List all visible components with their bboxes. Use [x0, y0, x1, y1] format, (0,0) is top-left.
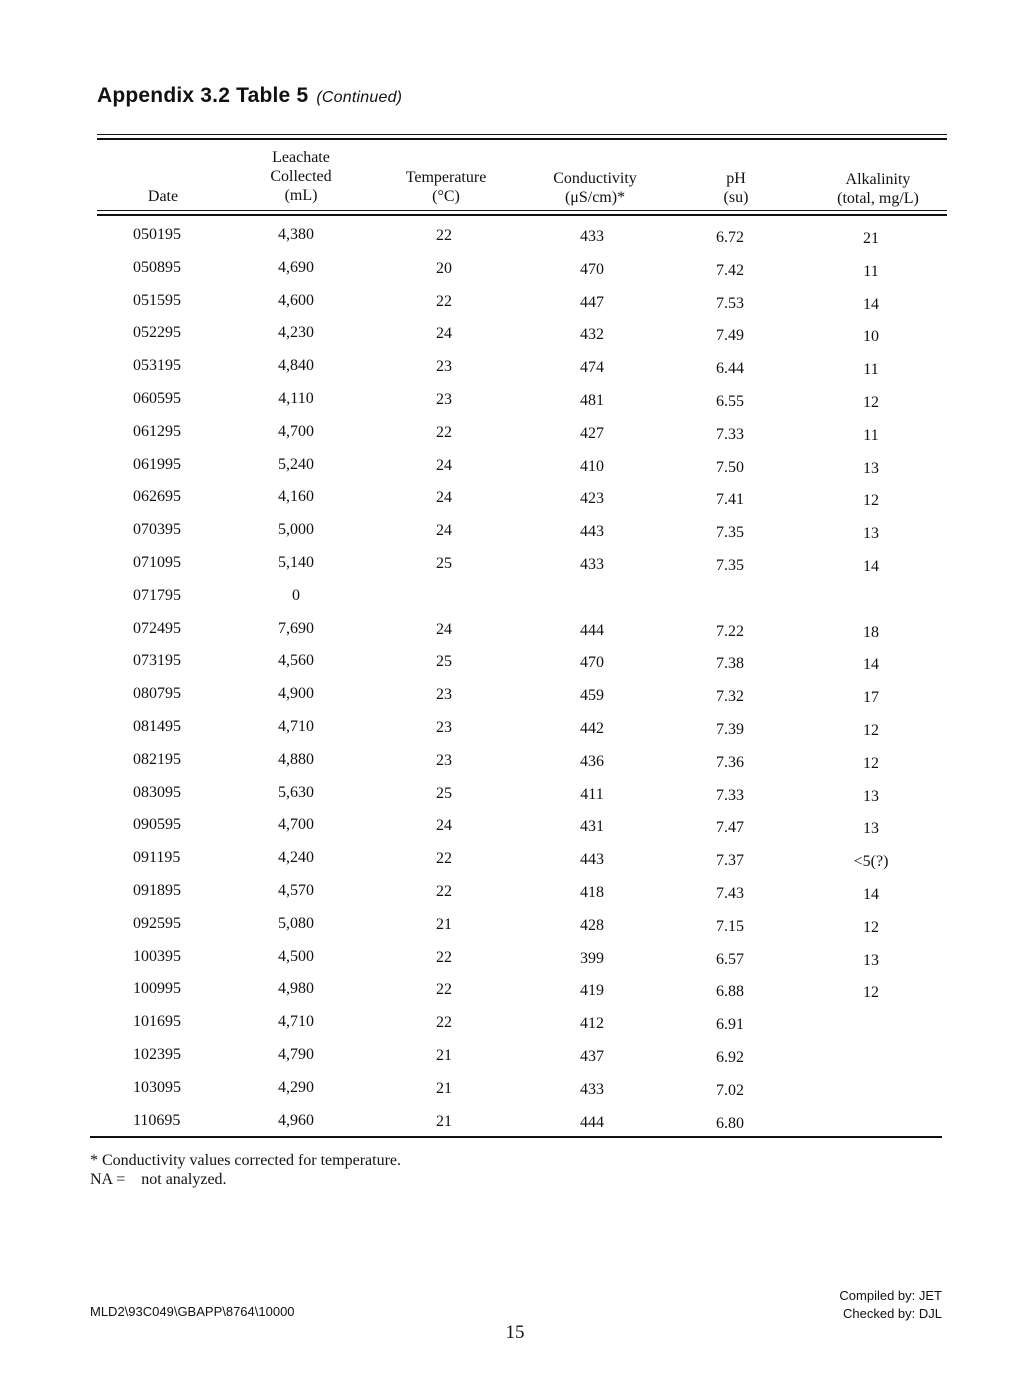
cell-alkalinity: 10: [863, 328, 879, 346]
cell-conductivity: 433: [580, 556, 604, 573]
cell-date: 060595: [133, 390, 181, 407]
cell-ph: 6.80: [716, 1114, 744, 1132]
cell-date: 053195: [133, 357, 181, 375]
cell-date: 083095: [133, 783, 181, 801]
cell-alkalinity: 14: [863, 886, 879, 903]
cell-date: 051595: [133, 291, 181, 309]
cell-alkalinity: 13: [863, 459, 879, 477]
cell-date: 052295: [133, 324, 181, 342]
cell-conductivity: 427: [580, 424, 604, 442]
checked-by: Checked by: DJL: [843, 1306, 942, 1321]
top-rule-thick: [97, 138, 947, 140]
cell-alkalinity: 12: [863, 918, 879, 936]
cell-alkalinity: 13: [863, 820, 879, 838]
cell-leachate: 4,690: [278, 258, 314, 276]
cell-ph: 7.38: [716, 655, 744, 673]
cell-leachate: 4,960: [278, 1111, 314, 1129]
cell-date: 070395: [133, 521, 181, 539]
cell-temperature: 22: [436, 1014, 452, 1032]
cell-conductivity: 470: [580, 260, 604, 278]
cell-temperature: 24: [436, 325, 452, 343]
cell-temperature: 22: [436, 423, 452, 441]
cell-temperature: 22: [436, 227, 452, 244]
header-conductivity-line1: Conductivity: [553, 170, 637, 187]
cell-alkalinity: <5(?): [853, 853, 889, 871]
cell-leachate: 5,080: [278, 914, 314, 932]
cell-date: 073195: [133, 652, 181, 670]
header-alkalinity-line2: (total, mg/L): [837, 190, 919, 207]
cell-temperature: 25: [436, 653, 452, 671]
cell-conductivity: 433: [580, 1080, 604, 1098]
cell-temperature: 23: [436, 686, 452, 704]
bottom-rule: [90, 1136, 942, 1138]
cell-alkalinity: 12: [863, 984, 879, 1002]
cell-date: 091195: [133, 849, 181, 867]
cell-conductivity: 437: [580, 1048, 604, 1065]
top-rule-thin: [97, 134, 947, 135]
title-suffix: (Continued): [316, 89, 403, 106]
cell-ph: 7.33: [716, 786, 744, 804]
header-temperature-line2: (°C): [432, 188, 460, 205]
cell-leachate: 4,700: [278, 422, 314, 440]
cell-conductivity: 418: [580, 884, 604, 901]
cell-temperature: 24: [436, 522, 452, 540]
footnote-conductivity: * Conductivity values corrected for temperature.: [90, 1152, 401, 1169]
cell-alkalinity: 21: [863, 230, 879, 247]
cell-alkalinity: 12: [863, 394, 879, 411]
cell-leachate: 4,240: [278, 849, 314, 867]
cell-conductivity: 470: [580, 654, 604, 672]
cell-conductivity: 432: [580, 326, 604, 344]
cell-temperature: 23: [436, 751, 452, 769]
header-date-line: Date: [147, 188, 179, 205]
cell-conductivity: 447: [580, 293, 604, 311]
cell-leachate: 4,160: [278, 488, 314, 506]
cell-leachate: 4,290: [278, 1078, 314, 1096]
cell-ph: 7.49: [716, 327, 744, 345]
cell-ph: 7.37: [716, 852, 744, 870]
cell-leachate: 5,240: [278, 455, 314, 473]
cell-ph: 6.44: [716, 360, 744, 378]
header-conductivity-line2: (μS/cm)*: [564, 189, 626, 206]
cell-leachate: 4,900: [278, 685, 314, 703]
cell-temperature: 22: [436, 981, 452, 999]
cell-alkalinity: 12: [863, 492, 879, 510]
cell-temperature: 25: [436, 555, 452, 572]
cell-leachate: 4,880: [278, 750, 314, 768]
cell-temperature: 21: [436, 915, 452, 933]
cell-date: 062695: [133, 488, 181, 506]
cell-conductivity: 481: [580, 392, 604, 409]
cell-leachate: 4,840: [278, 357, 314, 375]
cell-temperature: 22: [436, 883, 452, 900]
header-leachate: [246, 148, 356, 205]
cell-leachate: 4,710: [278, 718, 314, 735]
cell-temperature: 23: [436, 719, 452, 736]
cell-ph: 6.72: [716, 229, 744, 246]
cell-date: 082195: [133, 750, 181, 768]
cell-conductivity: 419: [580, 982, 604, 1000]
cell-conductivity: 433: [580, 228, 604, 245]
cell-conductivity: 443: [580, 851, 604, 869]
cell-conductivity: 442: [580, 720, 604, 737]
cell-ph: 7.41: [716, 491, 744, 509]
cell-date: 050895: [133, 258, 181, 276]
cell-date: 100395: [133, 947, 181, 965]
cell-conductivity: 399: [580, 949, 604, 967]
footnote-na: NA = not analyzed.: [90, 1171, 227, 1188]
cell-date: 061295: [133, 422, 181, 440]
cell-temperature: 22: [436, 850, 452, 868]
cell-ph: 7.50: [716, 458, 744, 476]
header-temperature-line1: Temperature: [405, 169, 487, 186]
cell-leachate: 4,230: [278, 324, 314, 342]
header-rule-thin: [97, 210, 947, 211]
cell-alkalinity: 11: [863, 262, 879, 280]
cell-leachate: 5,140: [278, 554, 314, 571]
cell-conductivity: 412: [580, 1015, 604, 1033]
header-ph: [696, 169, 776, 207]
header-alkalinity: [818, 170, 938, 208]
cell-temperature: 21: [436, 1112, 452, 1130]
cell-temperature: 23: [436, 358, 452, 376]
cell-leachate: 4,380: [278, 226, 314, 243]
cell-date: 072495: [133, 619, 181, 637]
header-leachate-line2: Collected: [270, 168, 332, 185]
title-text: Appendix 3.2 Table 5: [97, 84, 309, 107]
cell-ph: 7.32: [716, 688, 744, 706]
cell-leachate: 5,630: [278, 783, 314, 801]
cell-conductivity: 431: [580, 818, 604, 836]
cell-temperature: 24: [436, 817, 452, 835]
cell-alkalinity: 14: [863, 656, 879, 674]
header-alkalinity-line1: Alkalinity: [845, 171, 911, 188]
cell-ph: 7.42: [716, 261, 744, 279]
cell-leachate: 4,570: [278, 882, 314, 899]
cell-ph: 7.35: [716, 524, 744, 542]
cell-date: 103095: [133, 1078, 181, 1096]
cell-ph: 7.33: [716, 425, 744, 443]
cell-date: 081495: [133, 718, 181, 735]
cell-leachate: 4,980: [278, 980, 314, 998]
cell-temperature: 21: [436, 1079, 452, 1097]
header-ph-line1: pH: [726, 170, 746, 187]
cell-temperature: 23: [436, 391, 452, 408]
cell-alkalinity: 13: [863, 951, 879, 969]
cell-ph: 6.57: [716, 950, 744, 968]
cell-date: 110695: [133, 1111, 181, 1129]
cell-alkalinity: 11: [863, 426, 879, 444]
cell-date: 090595: [133, 816, 181, 834]
cell-temperature: 21: [436, 1047, 452, 1064]
cell-ph: 6.91: [716, 1016, 744, 1034]
cell-date: 091895: [133, 882, 181, 899]
cell-conductivity: 423: [580, 490, 604, 508]
cell-date: 071095: [133, 554, 181, 571]
cell-date: 101695: [133, 1013, 181, 1031]
cell-date: 061995: [133, 455, 181, 473]
cell-ph: 7.43: [716, 885, 744, 902]
cell-ph: 7.02: [716, 1081, 744, 1099]
cell-conductivity: 411: [580, 785, 604, 803]
header-leachate-line3: (mL): [284, 187, 318, 204]
cell-leachate: 7,690: [278, 619, 314, 637]
cell-temperature: 24: [436, 620, 452, 638]
cell-date: 071795: [133, 586, 181, 604]
cell-alkalinity: 14: [863, 295, 879, 313]
header-date: [125, 187, 201, 206]
cell-leachate: 4,700: [278, 816, 314, 834]
cell-temperature: 24: [436, 456, 452, 474]
compiled-by: Compiled by: JET: [839, 1288, 942, 1303]
cell-ph: 6.55: [716, 393, 744, 410]
cell-conductivity: 444: [580, 621, 604, 639]
cell-alkalinity: 17: [863, 689, 879, 707]
cell-conductivity: 428: [580, 916, 604, 934]
header-temperature: [386, 168, 506, 206]
page-number: 15: [505, 1322, 525, 1343]
cell-leachate: 5,000: [278, 521, 314, 539]
cell-temperature: 22: [436, 948, 452, 966]
cell-ph: 6.92: [716, 1049, 744, 1066]
cell-alkalinity: 12: [863, 722, 879, 739]
cell-date: 080795: [133, 685, 181, 703]
cell-leachate: 4,110: [278, 390, 314, 407]
cell-ph: 6.88: [716, 983, 744, 1001]
cell-conductivity: 474: [580, 359, 604, 377]
header-rule-thick: [97, 214, 947, 216]
cell-alkalinity: 13: [863, 787, 879, 805]
cell-date: 092595: [133, 914, 181, 932]
document-file-id: MLD2\93C049\GBAPP\8764\10000: [90, 1304, 295, 1319]
cell-conductivity: 444: [580, 1113, 604, 1131]
cell-temperature: 20: [436, 259, 452, 277]
cell-temperature: 22: [436, 292, 452, 310]
cell-conductivity: 436: [580, 752, 604, 770]
cell-alkalinity: 11: [863, 361, 879, 379]
cell-alkalinity: 18: [863, 623, 879, 641]
cell-conductivity: 443: [580, 523, 604, 541]
cell-alkalinity: 12: [863, 754, 879, 772]
cell-date: 102395: [133, 1046, 181, 1063]
header-conductivity: [530, 169, 660, 207]
cell-leachate: 4,710: [278, 1013, 314, 1031]
cell-temperature: 25: [436, 784, 452, 802]
cell-leachate: 4,790: [278, 1046, 314, 1063]
cell-ph: 7.35: [716, 557, 744, 574]
cell-date: 050195: [133, 226, 181, 243]
cell-leachate: 4,500: [278, 947, 314, 965]
cell-leachate: 4,600: [278, 291, 314, 309]
header-ph-line2: (su): [723, 189, 749, 206]
cell-alkalinity: 13: [863, 525, 879, 543]
cell-date: 100995: [133, 980, 181, 998]
cell-alkalinity: 14: [863, 558, 879, 575]
cell-temperature: 24: [436, 489, 452, 507]
cell-conductivity: 459: [580, 687, 604, 705]
cell-ph: 7.53: [716, 294, 744, 312]
cell-ph: 7.22: [716, 622, 744, 640]
cell-ph: 7.15: [716, 917, 744, 935]
cell-conductivity: 410: [580, 457, 604, 475]
table-title: [97, 84, 402, 108]
cell-ph: 7.47: [716, 819, 744, 837]
cell-ph: 7.39: [716, 721, 744, 738]
cell-leachate: 0: [292, 586, 300, 604]
cell-ph: 7.36: [716, 753, 744, 771]
header-leachate-line1: Leachate: [272, 149, 330, 166]
cell-leachate: 4,560: [278, 652, 314, 670]
